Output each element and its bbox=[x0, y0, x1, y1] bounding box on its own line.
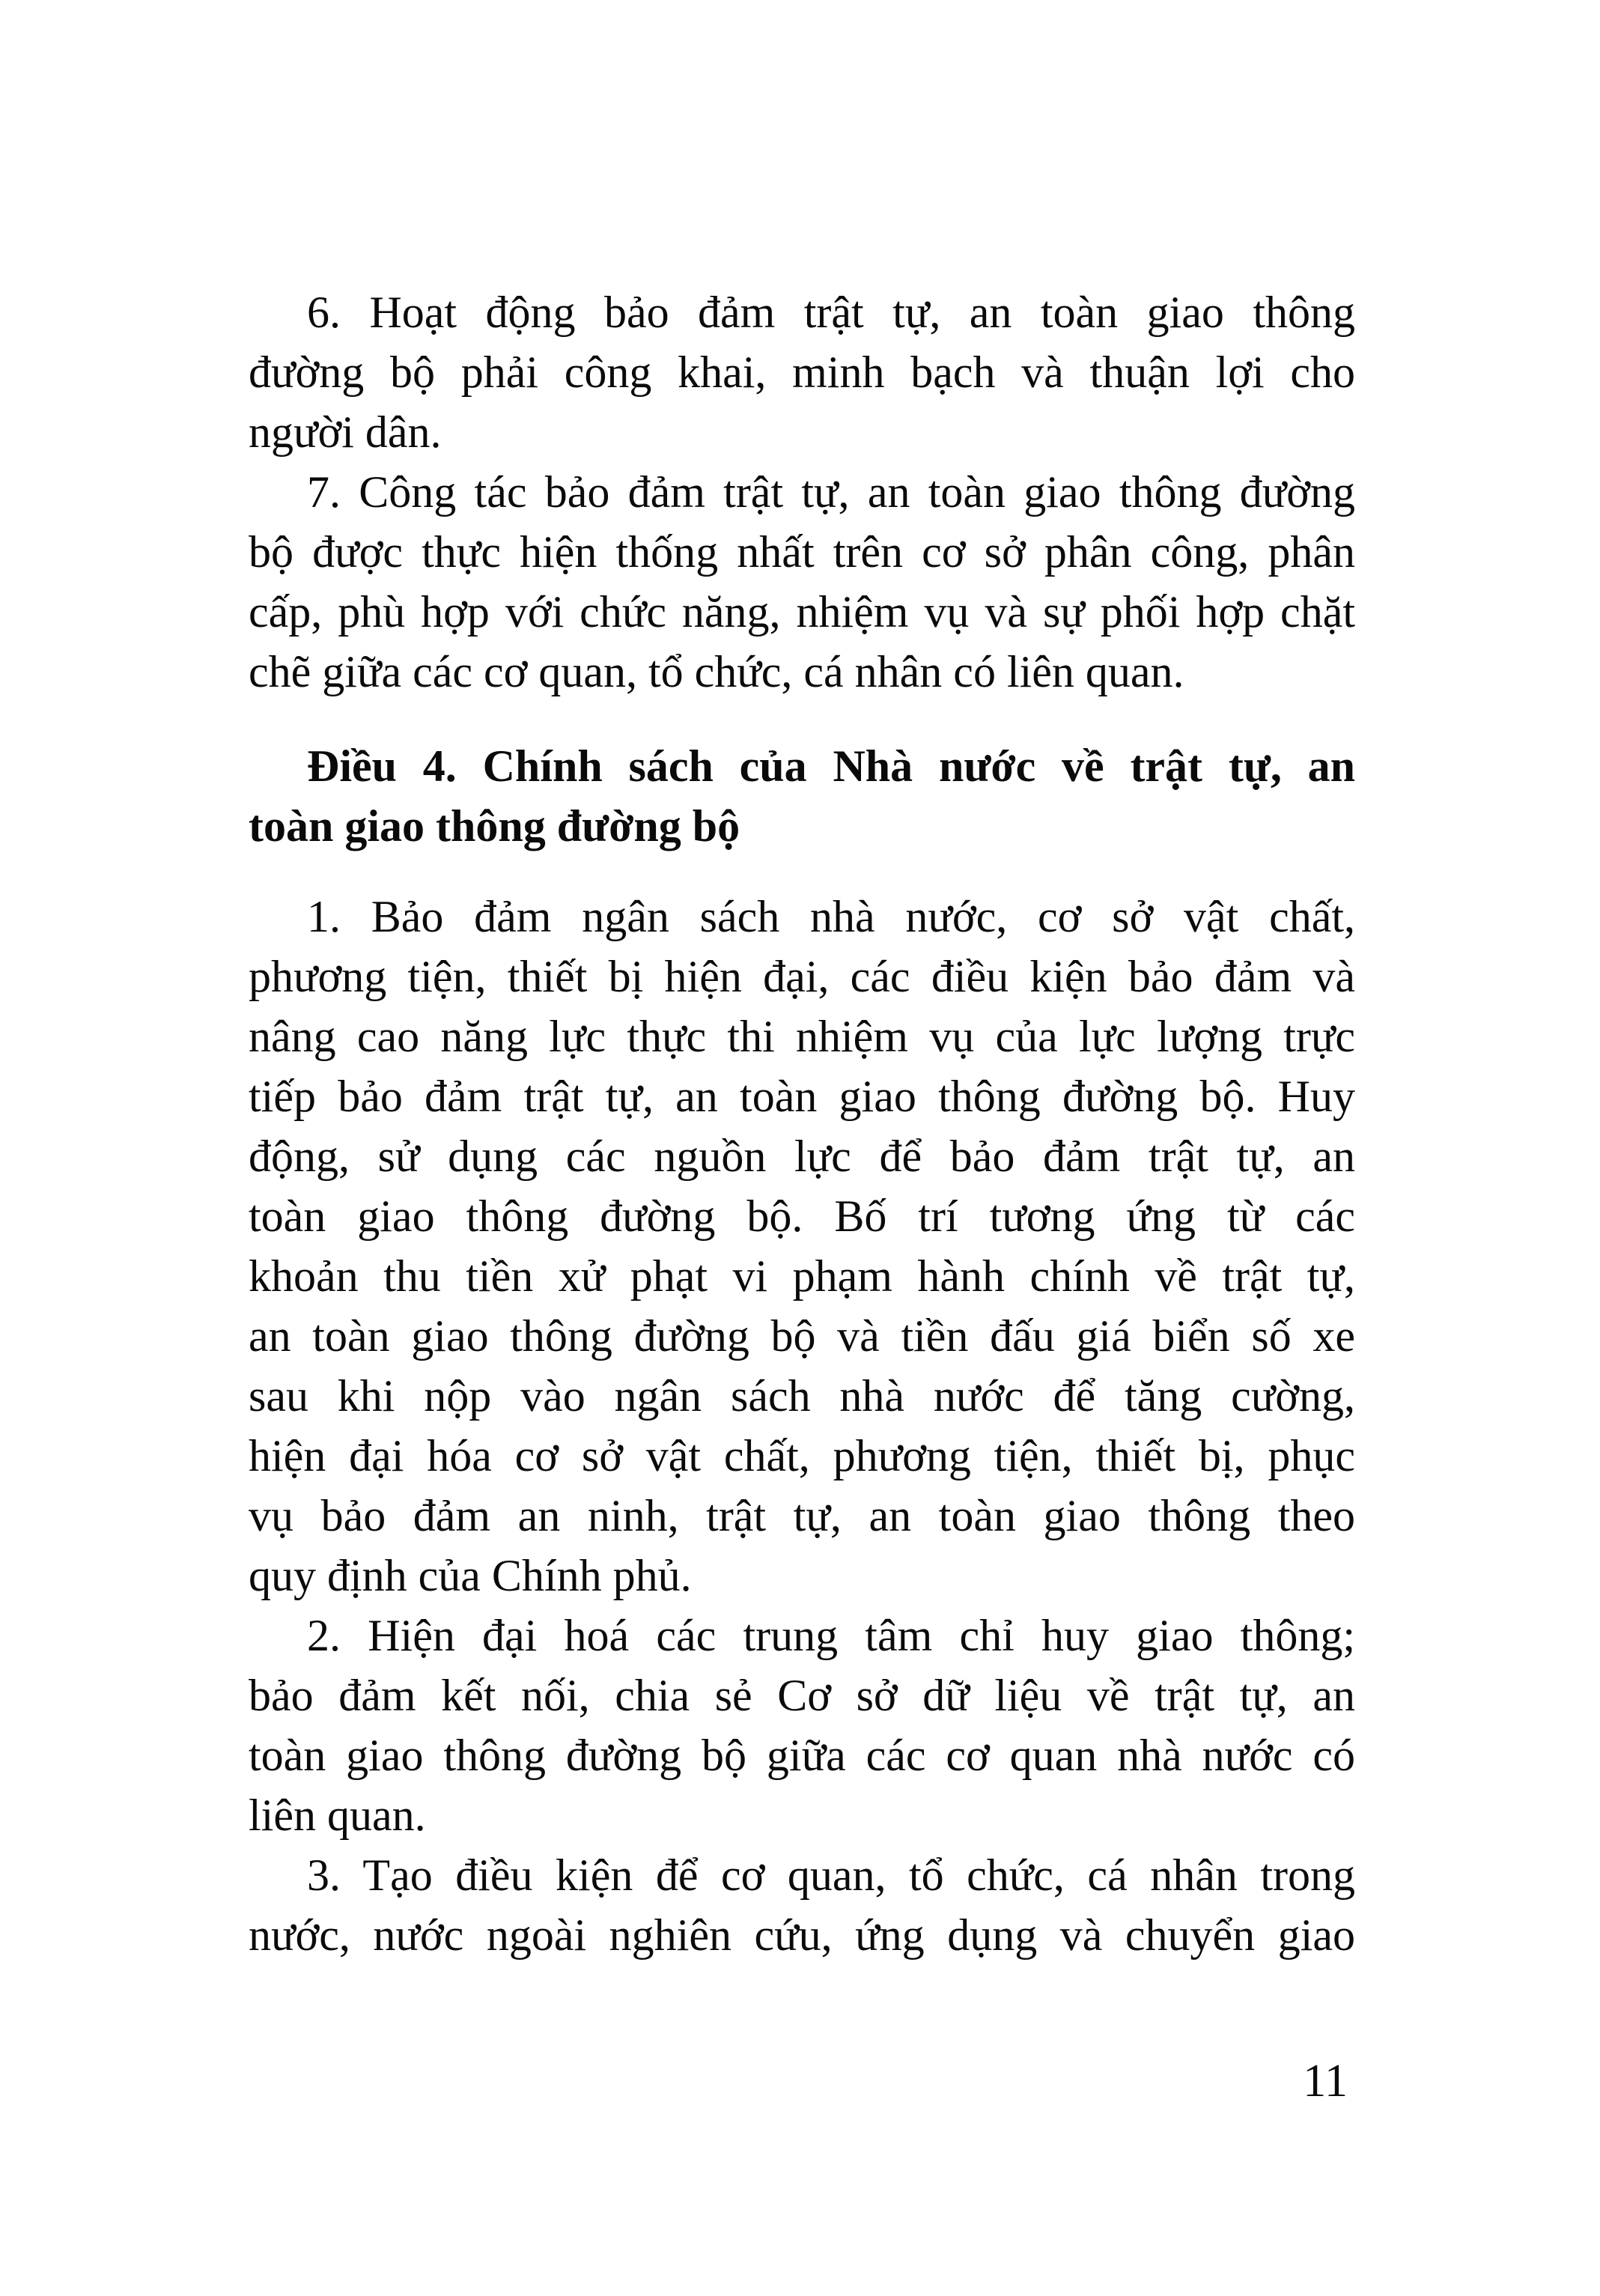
section-heading-dieu-4 bbox=[249, 736, 1355, 856]
paragraph-line: 2. Hiện đại hoá các trung tâm chỉ huy giao thông; bbox=[307, 1611, 1355, 1660]
paragraph-line: liên quan. bbox=[249, 1791, 426, 1840]
paragraph-line: nâng cao năng lực thực thi nhiệm vụ của lực lượng trực bbox=[249, 1012, 1355, 1061]
paragraph-line: bộ được thực hiện thống nhất trên cơ sở phân công, phân bbox=[249, 527, 1355, 577]
paragraph-6 bbox=[249, 282, 1355, 462]
paragraph-line: hiện đại hóa cơ sở vật chất, phương tiện, thiết bị, phục bbox=[249, 1431, 1355, 1480]
paragraph-line: khoản thu tiền xử phạt vi phạm hành chính về trật tự, bbox=[249, 1251, 1355, 1301]
paragraph-line: toàn giao thông đường bộ giữa các cơ quan nhà nước có bbox=[249, 1731, 1355, 1780]
paragraph-line: 7. Công tác bảo đảm trật tự, an toàn giao thông đường bbox=[307, 467, 1355, 517]
text-block bbox=[249, 282, 1355, 1965]
paragraph-line: nước, nước ngoài nghiên cứu, ứng dụng và chuyển giao bbox=[249, 1910, 1355, 1960]
page-number: 11 bbox=[1303, 2056, 1348, 2107]
heading-line: toàn giao thông đường bộ bbox=[249, 801, 740, 851]
paragraph-line: quy định của Chính phủ. bbox=[249, 1551, 692, 1600]
paragraph-line: an toàn giao thông đường bộ và tiền đấu giá biển số xe bbox=[249, 1311, 1355, 1361]
paragraph-line: vụ bảo đảm an ninh, trật tự, an toàn giao thông theo bbox=[249, 1491, 1355, 1540]
paragraph-line: động, sử dụng các nguồn lực để bảo đảm trật tự, an bbox=[249, 1132, 1355, 1181]
paragraph-2 bbox=[249, 1606, 1355, 1845]
heading-line: Điều 4. Chính sách của Nhà nước về trật tự, an bbox=[307, 741, 1355, 791]
paragraph-line: bảo đảm kết nối, chia sẻ Cơ sở dữ liệu về trật tự, an bbox=[249, 1671, 1355, 1720]
paragraph-3 bbox=[249, 1845, 1355, 1965]
paragraph-line: cấp, phù hợp với chức năng, nhiệm vụ và sự phối hợp chặt bbox=[249, 587, 1355, 637]
paragraph-line: người dân. bbox=[249, 407, 442, 457]
paragraph-line: toàn giao thông đường bộ. Bố trí tương ứng từ các bbox=[249, 1191, 1355, 1241]
paragraph-line: sau khi nộp vào ngân sách nhà nước để tăng cường, bbox=[249, 1371, 1355, 1421]
paragraph-line: chẽ giữa các cơ quan, tổ chức, cá nhân có liên quan. bbox=[249, 647, 1184, 696]
paragraph-1 bbox=[249, 887, 1355, 1606]
paragraph-line: phương tiện, thiết bị hiện đại, các điều kiện bảo đảm và bbox=[249, 952, 1355, 1001]
paragraph-line: tiếp bảo đảm trật tự, an toàn giao thông đường bộ. Huy bbox=[249, 1072, 1355, 1121]
paragraph-line: 1. Bảo đảm ngân sách nhà nước, cơ sở vật chất, bbox=[307, 892, 1355, 941]
paragraph-7 bbox=[249, 462, 1355, 702]
paragraph-line: đường bộ phải công khai, minh bạch và thuận lợi cho bbox=[249, 347, 1355, 397]
paragraph-line: 6. Hoạt động bảo đảm trật tự, an toàn giao thông bbox=[307, 288, 1355, 337]
paragraph-line: 3. Tạo điều kiện để cơ quan, tổ chức, cá nhân trong bbox=[307, 1850, 1355, 1900]
